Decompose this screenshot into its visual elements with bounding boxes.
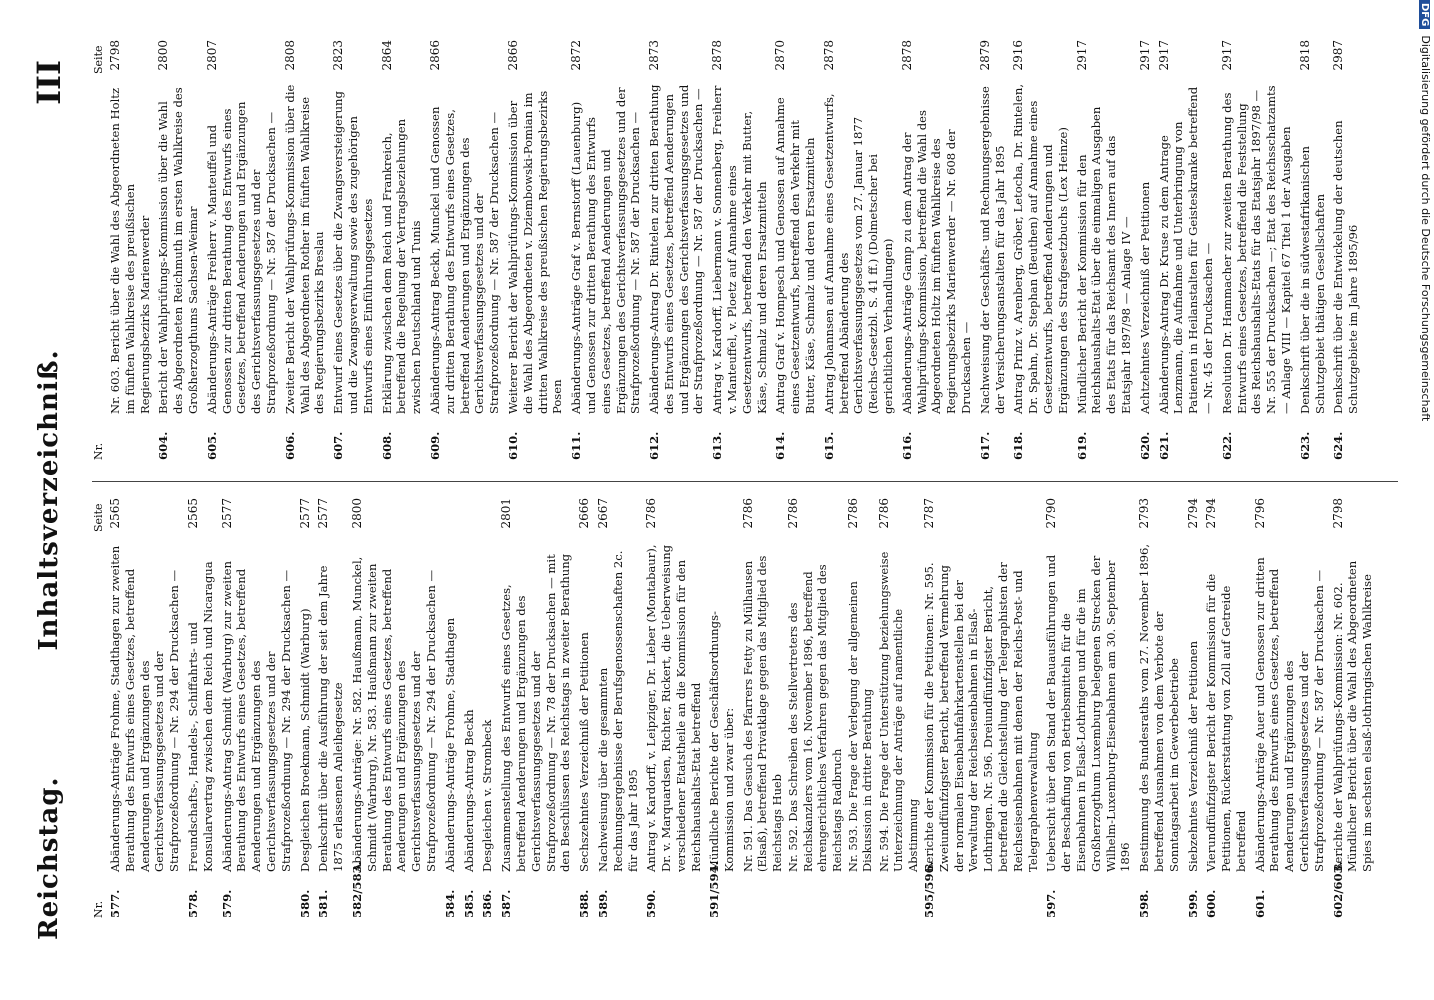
toc-entry <box>710 40 769 460</box>
column-divider <box>92 481 1398 482</box>
entry-page: 2873 <box>647 40 662 71</box>
entry-number: 578. <box>185 889 200 918</box>
entry-text: Nr. 603. Bericht über die Wahl des Abgeordneten Holtz im fünften Wahlkreise des preußischen Regierungsbezirks Marienwerder <box>108 87 152 414</box>
toc-entry <box>707 498 737 918</box>
toc-entry <box>1138 40 1153 460</box>
toc-entry <box>1137 498 1181 918</box>
entry-text: Abänderungs-Antrag Schmidt (Warburg) zur zweiten Berathung des Entwurfs eines Gesetzes, betreffend Aenderungen und Ergänzungen des Gerichtsverfassungsgesetzes und der Strafprozeßordnung — Nr. 294 der Drucksachen — <box>219 561 293 872</box>
entry-number: 577. <box>108 889 122 918</box>
entry-text: Abänderungs-Anträge Freiherr v. Manteuffel und Genossen zur dritten Berathung des Entwurfs eines Gesetzes, betreffend Aenderungen und Ergänzungen des Gerichtsverfassungsgesetzes und der Strafprozeßordnung — Nr. 587 der Drucksachen — <box>204 101 278 414</box>
toc-subentry <box>786 498 844 872</box>
subentry-page: 2786 <box>741 498 756 529</box>
entry-number: 595/596. <box>921 861 936 918</box>
entry-text: Denkschrift über die Entwickelung der deutschen Schutzgebiete im Jahre 1895/96 <box>1331 120 1361 414</box>
entry-page: 2796 <box>1252 498 1267 529</box>
toc-subentry <box>741 498 784 872</box>
entry-text: Abänderungs-Anträge: Nr. 582. Haußmann, Munckel, Schmidt (Warburg), Nr. 583. Haußmann zur zweiten Berathung des Entwurfs eines Gesetzes, betreffend Aenderungen und Ergänzungen des Gerichtsverfassungsgesetzes und der Strafprozeßordnung — Nr. 294 der Drucksachen — <box>349 556 438 872</box>
entry-page: 2879 <box>977 40 992 71</box>
subentry-page: 2786 <box>786 498 801 529</box>
entry-number: 614. <box>773 431 788 460</box>
toc-entry <box>108 40 152 460</box>
toc-entry <box>156 40 200 460</box>
entry-number: 579. <box>219 889 234 918</box>
entry-text: Abänderungs-Anträge Gamp zu dem Antrag der Wahlprüfungs-Kommission, betreffend die Wahl des Abgeordneten Holtz im fünften Wahlkreise des Regierungsbezirks Marienwerder — Nr. 608 der Drucksachen — <box>899 110 974 414</box>
entry-number: 580. <box>297 889 312 918</box>
toc-entry <box>428 40 502 460</box>
toc-entry <box>443 498 458 918</box>
entry-page: 2870 <box>773 40 788 71</box>
entry-page: 2786 <box>644 498 659 529</box>
entry-number: 585. <box>461 889 476 918</box>
entry-page: 2916 <box>1011 40 1026 71</box>
entry-page: 2577 <box>316 498 331 529</box>
entry-text: Freundschafts-, Handels-, Schiffahrts- und Konsularvertrag zwischen dem Reich und Nicaragua <box>185 561 215 872</box>
entry-page: 2808 <box>282 40 297 71</box>
entry-text: Desgleichen Broekmann, Schmidt (Warburg) <box>297 608 312 872</box>
entry-page: 2794 <box>1185 498 1200 529</box>
entry-text: Antrag Prinz v. Arenberg, Gröber, Letocha, Dr. Rintelen, Dr. Spahn, Dr. Stephan (Beuthen) auf Annahme eines Gesetzentwurfs, betreffend Aenderungen und Ergänzungen des Strafgesetzbuchs (Lex Heinze) <box>1011 83 1070 414</box>
toc-entry <box>978 40 1008 460</box>
entry-text: Antrag v. Kardorff, Liebermann v. Sonnenberg, Freiherr v. Manteuffel, v. Ploetz auf Annahme eines Gesetzentwurfs, betreffend den Verkehr mit Butter, Käse, Schmalz und deren Ersatzmitteln <box>710 85 769 414</box>
toc-entry <box>569 40 643 460</box>
entry-page: 2577 <box>219 498 234 529</box>
toc-entry <box>644 498 703 918</box>
toc-entry <box>283 40 327 460</box>
subentry-text: Nr. 593. Die Frage der Verlegung der allgemeinen Diskussion in dritter Berathung <box>845 581 875 872</box>
entry-page: 2917 <box>1219 40 1234 71</box>
entry-page: 2872 <box>569 40 584 71</box>
toc-entry <box>822 40 896 460</box>
entry-number: 598. <box>1137 889 1152 918</box>
entry-page: 2987 <box>1331 40 1346 71</box>
entry-number: 604. <box>156 431 171 460</box>
entry-page: 2565 <box>108 498 122 529</box>
entry-text: Denkschrift über die in südwestafrikanischen Schutzgebiet thätigen Gesellschaften <box>1297 146 1327 414</box>
dfg-credit <box>1408 0 1432 1000</box>
toc-entry <box>462 498 477 918</box>
entry-page: 2801 <box>499 498 514 529</box>
subentry-text: Nr. 594. Die Frage der Unterstützung beziehungsweise Unterzeichnung der Anträge auf namentliche Abstimmung <box>876 551 920 872</box>
entry-page: 2917 <box>1074 40 1089 71</box>
entry-text: Antrag Graf v. Hompesch und Genossen auf Annahme eines Gesetzentwurfs, betreffend den Verkehr mit Butter, Käse, Schmalz und deren Ersatzmitteln <box>773 97 818 414</box>
entry-page: 2798 <box>108 40 122 71</box>
entry-number: 601. <box>1252 889 1267 918</box>
toc-entry <box>350 498 439 918</box>
toc-entry <box>1075 40 1134 460</box>
toc-entry <box>1220 40 1294 460</box>
toc-entry <box>380 40 424 460</box>
entry-text: Abänderungs-Anträge Frohme, Stadthagen zur zweiten Berathung des Entwurfs eines Gesetzes, betreffend Aenderungen und Ergänzungen des Gerichtsverfassungsgesetzes und der Strafprozeßordnung — Nr. 294 der Drucksachen — <box>108 545 182 872</box>
entry-number: 581. <box>316 889 331 918</box>
entry-page: 2878 <box>710 40 725 71</box>
entry-number: 587. <box>499 889 514 918</box>
right-nr-label: Nr. <box>92 442 105 460</box>
entry-number: 612. <box>647 431 662 460</box>
entry-text: Denkschrift über die Ausführung der seit dem Jahre 1875 erlassenen Anleihegesetze <box>316 565 346 872</box>
entry-page: 2818 <box>1297 40 1312 71</box>
entry-text: Mündlicher Bericht der Kommission für den Reichshaushalts-Etat über die einmaligen Ausgaben des Etats für das Reichsamt des Innern auf das Etatsjahr 1897/98 — Anlage IV — <box>1074 106 1133 414</box>
entry-number: 599. <box>1185 889 1200 918</box>
entry-page: 2917 <box>1156 40 1171 71</box>
entry-number: 619. <box>1074 431 1089 460</box>
entry-text: Antrag Johannsen auf Annahme eines Gesetzentwurfs, betreffend Abänderung des Gerichtsverfassungsgesetzes vom 27. Januar 1877 (Reichs-Gesetzbl. S. 41 ff.) (Dolmetscher bei gerichtlichen Verhandlungen) <box>821 93 896 414</box>
right-column <box>96 40 1394 460</box>
entry-number: 602/603. <box>1330 861 1345 918</box>
entry-number: 608. <box>379 431 394 460</box>
toc-entry <box>596 498 640 918</box>
toc-entry <box>1011 40 1070 460</box>
entry-text: Antrag v. Kardorff, v. Leipziger, Dr. Lieber (Montabaur), Dr. v. Marquardsen, Richter, Rickert, die Ueberweisung verschiedener Etatstheile an die Kommission für den Reichshaushalts-Etat betreffend <box>644 544 703 872</box>
toc-entry <box>506 40 565 460</box>
entry-text: Berichte der Kommission für die Petitionen: Nr. 595. Zweiundfünfzigster Bericht, betreffend Vermehrung der normalen Eisenbahnfahrkartenstellen bei der Verwaltung der Reichseisenbahnen in Elsaß-Lothringen. Nr. 596. Dreiundfünfzigster Bericht, betreffend die Gleichstellung der Telegraphisten der Reichseisenbahnen mit denen der Reichs-Post- und Telegraphenverwaltung <box>921 562 1040 872</box>
entry-number: 623. <box>1297 431 1312 460</box>
toc-entry <box>108 498 182 918</box>
entry-page: 2917 <box>1137 40 1152 71</box>
entry-number: 605. <box>204 431 219 460</box>
entry-page: 2794 <box>1204 498 1219 529</box>
header-page-number: III <box>30 60 68 105</box>
entry-page: 2798 <box>1330 498 1345 529</box>
subentry-page: 2786 <box>845 498 860 529</box>
toc-entry <box>577 498 592 918</box>
entry-number: 590. <box>644 889 659 918</box>
toc-entry <box>1186 498 1201 918</box>
entry-number: 616. <box>899 431 914 460</box>
toc-entry <box>480 498 495 918</box>
dfg-logo: DFG <box>1419 0 1430 29</box>
entry-text: Uebersicht über den Stand der Bauausführungen und der Beschaffung von Betriebsmitteln für die Eisenbahnen in Elsaß-Lothringen und für die im Großherzogthum Luxemburg belegenen Strecken der Wilhelm-Luxemburg-Eisenbahnen am 30. September 1896 <box>1044 554 1133 872</box>
entry-text: Mündliche Berichte der Geschäftsordnungs-Kommission und zwar über: <box>707 611 737 872</box>
entry-text: Abänderungs-Antrag Dr. Kruse zu dem Antrage Lenzmann, die Aufnahme und Unterbringung von Patienten in Heilanstalten für Geisteskranke betreffend — Nr. 45 der Drucksachen — <box>1156 86 1215 414</box>
toc-entry <box>186 498 216 918</box>
entry-text: Achtzehntes Verzeichniß der Petitionen <box>1137 181 1152 414</box>
entry-number: 600. <box>1204 889 1219 918</box>
entry-text: Entwurf eines Gesetzes über die Zwangsversteigerung und die Zwangsverwaltung sowie des zugehörigen Entwurfs eines Einführungsgesetzes <box>331 91 375 414</box>
toc-entry <box>205 40 279 460</box>
entry-number: 610. <box>505 431 520 460</box>
entry-number: 620. <box>1137 431 1152 460</box>
entry-text: Bericht der Wahlprüfungs-Kommission über die Wahl des Abgeordneten Reichmuth im ersten Wahlkreise des Großherzogthums Sachsen-Weimar <box>156 87 200 414</box>
left-nr-label: Nr. <box>92 900 105 918</box>
entry-text: Nachweisung über die gesammten Rechnungsergebnisse der Berufsgenossenschaften 2c. für das Jahr 1895 <box>595 550 640 872</box>
toc-entry <box>922 498 1040 918</box>
entry-number: 589. <box>595 889 610 918</box>
entry-number: 622. <box>1219 431 1234 460</box>
toc-entry <box>220 498 294 918</box>
entry-text: Abänderungs-Anträge Frohme, Stadthagen <box>442 617 457 872</box>
entry-text: Zweiter Bericht der Wahlprüfungs-Kommission über die Wahl des Abgeordneten Rother im fünften Wahlkreise des Regierungsbezirks Breslau <box>282 84 327 414</box>
entry-page: 2577 <box>297 498 312 529</box>
toc-entry <box>773 40 817 460</box>
header-reichstag: Reichstag. <box>34 776 64 940</box>
toc-entry <box>900 40 974 460</box>
toc-entry <box>1157 40 1216 460</box>
dfg-credit-text: Digitalisierung gefördert durch die Deutsche Forschungsgemeinschaft <box>1419 35 1432 422</box>
toc-entry <box>1253 498 1327 918</box>
entry-text: Nachweisung der Geschäfts- und Rechnungsergebnisse der Versicherungsanstalten für das Jahr 1895 <box>977 86 1007 414</box>
entry-page: 2666 <box>577 498 592 529</box>
entry-number: 597. <box>1044 889 1059 918</box>
entry-text: Siebzehntes Verzeichniß der Petitionen <box>1185 640 1200 872</box>
toc-subentry <box>877 498 920 872</box>
entry-text: Sechszehntes Verzeichniß der Petitionen <box>577 632 592 872</box>
toc-entry <box>1044 498 1133 918</box>
toc-entry <box>1298 40 1328 460</box>
entry-number: 624. <box>1331 431 1346 460</box>
entry-page: 2667 <box>595 498 610 529</box>
entry-page: 2800 <box>349 498 364 529</box>
header-title: Inhaltsverzeichniß. <box>34 349 64 651</box>
entry-number: 617. <box>977 431 992 460</box>
entry-page: 2864 <box>379 40 394 71</box>
entry-text: Vierundfünfzigster Bericht der Kommission für die Petitionen, Rückerstattung von Zoll auf Getreide betreffend <box>1204 573 1248 872</box>
entry-text: Abänderungs-Antrag Beckh <box>461 709 476 872</box>
left-column <box>96 498 1394 918</box>
toc-entry <box>1331 498 1375 918</box>
subentry-page: 2786 <box>876 498 891 529</box>
entry-number: 611. <box>569 431 584 460</box>
subentry-text: Nr. 592. Das Schreiben des Stellvertreters des Reichskanzlers vom 16. November 1896, betreffend ehrengerichtliches Verfahren gegen das Mitglied des Reichstags Radbruch <box>786 564 844 872</box>
entry-page: 2565 <box>185 498 200 529</box>
entry-number: 613. <box>710 431 725 460</box>
toc-entry <box>1331 40 1361 460</box>
entry-number: 607. <box>331 431 346 460</box>
entry-page: 2823 <box>331 40 346 71</box>
entry-number: 588. <box>577 889 592 918</box>
entry-page: 2878 <box>821 40 836 71</box>
entry-page: 2787 <box>921 498 936 529</box>
dfg-sidebar <box>1410 0 1434 1000</box>
toc-entry <box>298 498 313 918</box>
entry-number: 591/594. <box>707 861 722 918</box>
entry-number: 621. <box>1156 431 1171 460</box>
entry-text: Desgleichen v. Strombeck <box>480 719 495 872</box>
toc-subentry <box>846 498 875 872</box>
entry-text: Abänderungs-Antrag Dr. Rintelen zur dritten Berathung des Entwurfs eines Gesetzes, betreffend Aenderungen und Ergänzungen des Gerichtsverfassungsgesetzes und der Strafprozeßordnung — Nr. 587 der Drucksachen — <box>647 84 706 414</box>
page-header <box>8 60 78 940</box>
entry-text: Bestimmung des Bundesraths vom 27. November 1896, betreffend Ausnahmen von dem Verbote der Sonntagsarbeit im Gewerbebetriebe <box>1137 543 1181 872</box>
entry-text: Berichte der Wahlprüfungs-Kommission: Nr. 602. Mündlicher Bericht über die Wahl des Abgeordneten Spies im sechsten elsaß-lothringischen Wahlkreise <box>1330 560 1375 872</box>
entry-number: 609. <box>427 431 442 460</box>
toc-entry <box>331 40 375 460</box>
right-seite-label: Seite <box>92 45 105 74</box>
entry-text: Erklärung zwischen dem Reich und Frankreich, betreffend die Regelung der Vertragsbeziehungen zwischen Deutschland und Tunis <box>379 118 424 414</box>
subentry-text: Nr. 591. Das Gesuch des Pfarrers Fetty zu Mülhausen (Elsaß), betreffend Privatklage gegen das Mitglied des Reichstags Hueb <box>741 555 784 872</box>
toc-entry <box>316 498 346 918</box>
entry-page: 2800 <box>156 40 171 71</box>
toc-entry <box>647 40 706 460</box>
toc-entry <box>499 498 573 918</box>
entry-text: Resolution Dr. Hammacher zur zweiten Berathung des Entwurfs eines Gesetzes, betreffend die Feststellung des Reichshaushalts-Etats für das Etatsjahr 1897/98 — Nr. 555 der Drucksachen —; Etat des Reichsschatzamts — Anlage VIII — Kapitel 67 Titel 1 der Ausgaben <box>1219 85 1293 414</box>
entry-text: Abänderungs-Anträge Auer und Genossen zur dritten Berathung des Entwurfs eines Gesetzes, betreffend Aenderungen und Ergänzungen des Gerichtsverfassungsgesetzes und der Strafprozeßordnung — Nr. 587 der Drucksachen — <box>1252 557 1326 872</box>
entry-text: Abänderungs-Anträge Graf v. Bernstorff (Lauenburg) und Genossen zur dritten Berathung des Entwurfs eines Gesetzes, betreffend Aenderungen und Ergänzungen des Gerichtsverfassungsgesetzes und der Strafprozeßordnung — Nr. 587 der Drucksachen — <box>569 87 643 414</box>
entry-number: 618. <box>1011 431 1026 460</box>
left-seite-label: Seite <box>92 503 105 532</box>
entry-page: 2793 <box>1137 498 1152 529</box>
entry-number: 586. <box>480 889 495 918</box>
entry-text: Weiterer Bericht der Wahlprüfungs-Kommission über die Wahl des Abgeordneten v. Dziembowski-Pomian im dritten Wahlkreise des preußischen Regierungsbezirks Posen <box>505 90 565 414</box>
entry-page: 2866 <box>427 40 442 71</box>
toc-entry <box>1204 498 1248 918</box>
entry-page: 2866 <box>505 40 520 71</box>
entry-number: 584. <box>442 889 457 918</box>
entry-page: 2790 <box>1044 498 1059 529</box>
entry-page: 2807 <box>204 40 219 71</box>
entry-number: 615. <box>821 431 836 460</box>
entry-number: 582/583. <box>349 861 364 918</box>
entry-text: Zusammenstellung des Entwurfs eines Gesetzes, betreffend Aenderungen und Ergänzungen des Gerichtsverfassungsgesetzes und der Strafprozeßordnung — Nr. 78 der Drucksachen — mit den Beschlüssen des Reichstags in zweiter Berathung <box>499 553 573 872</box>
entry-page: 2878 <box>899 40 914 71</box>
entry-number: 606. <box>282 431 297 460</box>
entry-text: Abänderungs-Antrag Beckh, Munckel und Genossen zur dritten Berathung des Entwurfs eines Gesetzes, betreffend Aenderungen und Ergänzungen des Gerichtsverfassungsgesetzes und der Strafprozeßordnung — Nr. 587 der Drucksachen — <box>427 106 502 414</box>
